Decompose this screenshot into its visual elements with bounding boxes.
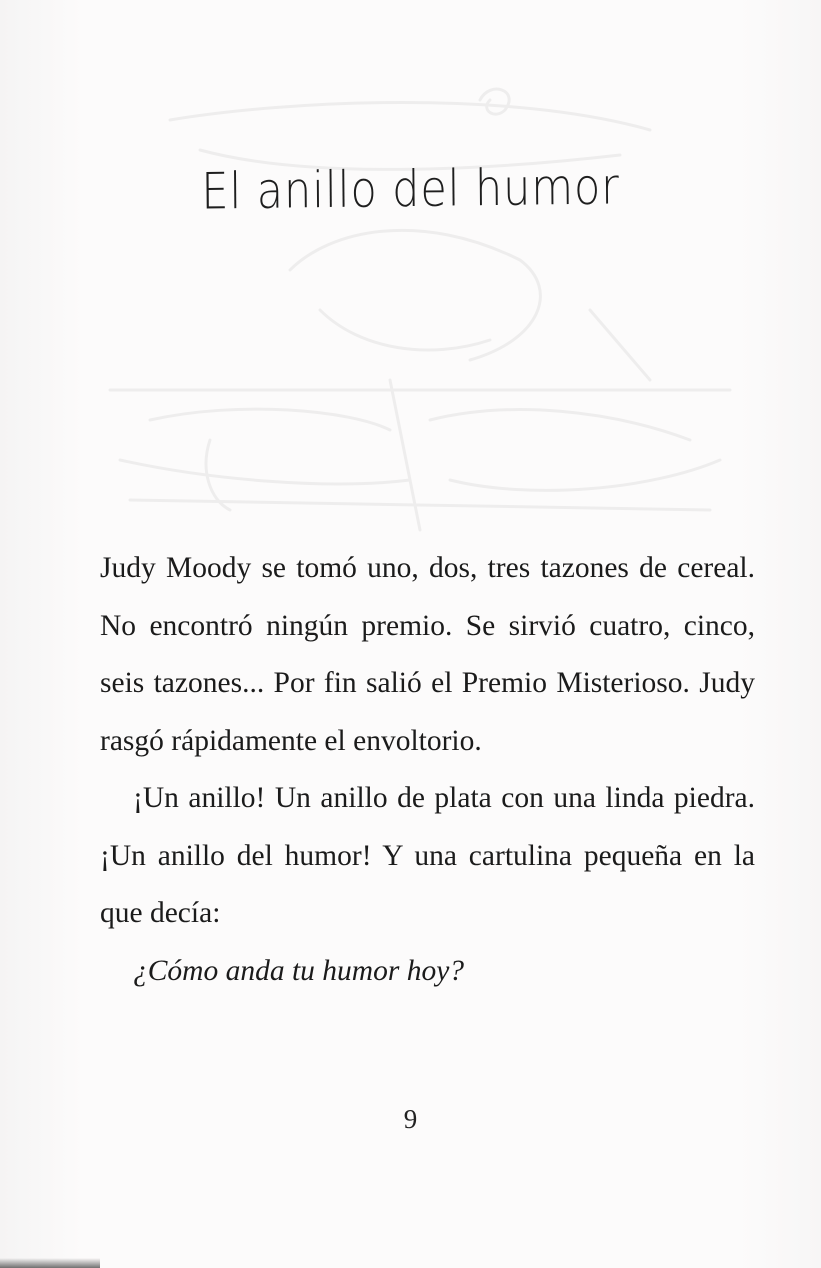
story-text (100, 540, 755, 1000)
paragraph-2: ¡Un anillo! Un anillo de plata con una linda piedra. ¡Un anillo del humor! Y una cartulina pequeña en la que decía: (100, 782, 755, 929)
paragraph-1: Judy Moody se tomó uno, dos, tres tazones de cereal. No encontró ningún premio. Se sirvió cuatro, cinco, seis tazones... Por fin salió el Premio Misterioso. Judy rasgó rápidamente el envoltorio. (100, 552, 755, 757)
page-number: 9 (403, 1104, 418, 1134)
faded-illustration (90, 60, 750, 540)
paragraph-3: ¿Cómo anda tu humor hoy? (133, 954, 465, 987)
page-edge-shadow (0, 1258, 100, 1268)
chapter-title: El anillo del humor (201, 157, 620, 221)
